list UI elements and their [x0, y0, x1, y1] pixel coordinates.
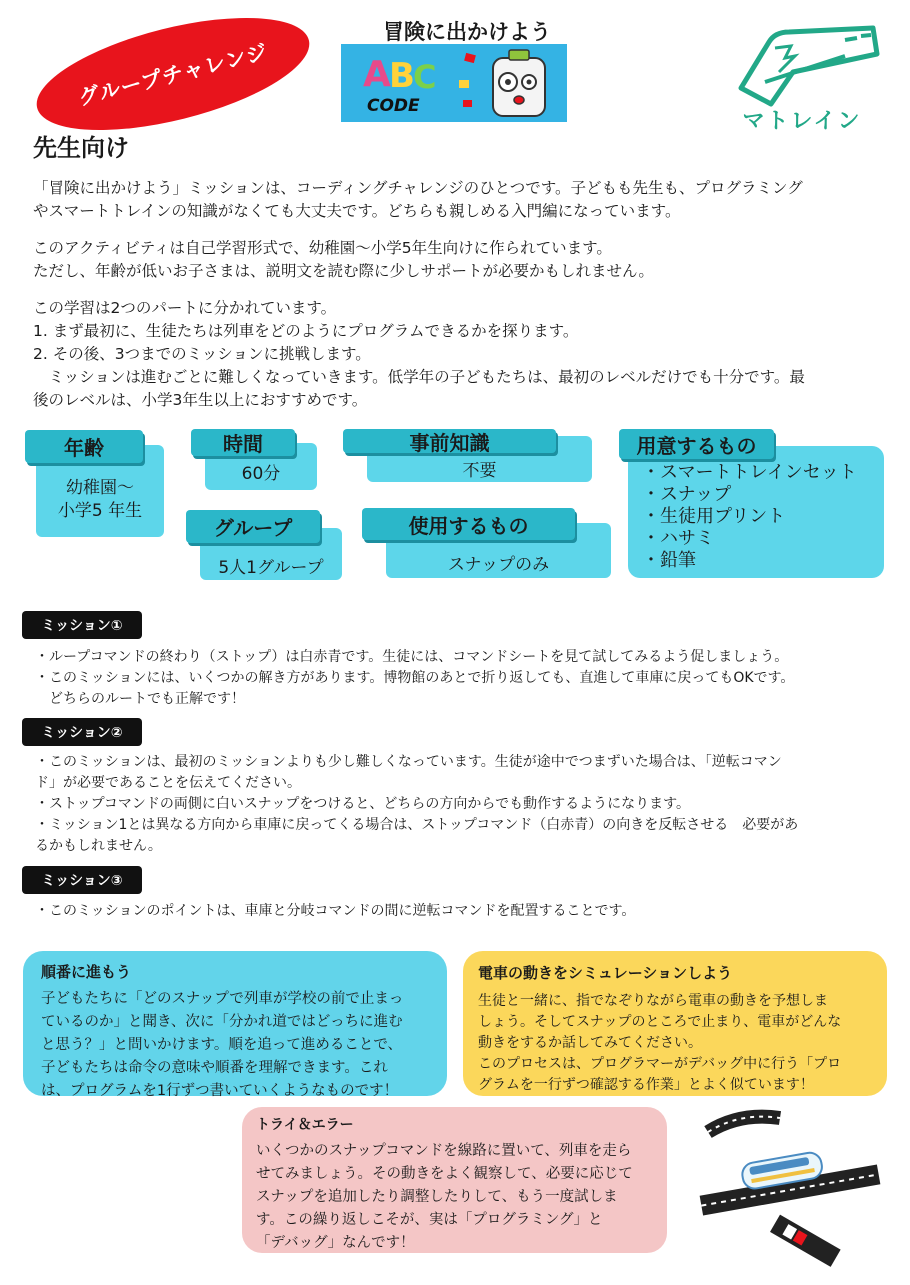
mission-3-text: [35, 901, 875, 922]
mission-line: ・このミッションは、最初のミッションよりも少し難しくなっています。生徒が途中でつまずいた場合は、「逆転コマン: [35, 754, 782, 770]
time-value: 60分: [241, 464, 281, 484]
intro-paragraph-2: [33, 237, 878, 283]
intro-line: この学習は2つのパートに分かれています。: [33, 299, 337, 317]
simulate-panel-line: 動きをするか話してみてください。: [478, 1035, 702, 1051]
badge-text: グループチャレンジ: [75, 39, 271, 111]
age-value-1: 幼稚園〜: [66, 478, 134, 498]
order-panel-line: は、プログラムを1行ずつ書いていくようなものです！: [41, 1083, 399, 1099]
intro-line: 「冒険に出かけよう」ミッションは、コーディングチャレンジのひとつです。子どもも先生も、プログラミング: [33, 179, 803, 197]
use-value: スナップのみ: [447, 555, 550, 575]
trial-panel-title: トライ＆エラー: [256, 1117, 354, 1133]
prepare-label: 用意するもの: [619, 429, 774, 459]
mission-3-label: ミッション③: [22, 866, 142, 894]
mission-1-text: [35, 647, 875, 710]
simulate-panel-line: しょう。そしてスナップのところで止まり、電車がどんな: [478, 1014, 842, 1030]
knowledge-label: 事前知識: [343, 429, 556, 453]
mission-line: ・このミッションのポイントは、車庫と分岐コマンドの間に逆転コマンドを配置することです。: [35, 903, 636, 919]
prepare-item: ・ハサミ: [642, 528, 714, 549]
mission-line: ・ストップコマンドの両側に白いスナップをつけると、どちらの方向からでも動作するようになります。: [35, 796, 691, 812]
order-panel-line: 子どもたちに「どのスナップで列車が学校の前で止まっ: [41, 991, 404, 1007]
intro-line: このアクティビティは自己学習形式で、幼稚園〜小学5年生向けに作られています。: [33, 239, 612, 257]
simulate-panel: [463, 951, 887, 1096]
age-value-2: 小学5 年生: [57, 501, 143, 521]
knowledge-value: 不要: [462, 461, 497, 481]
train-track-illustration-icon: [690, 1100, 890, 1275]
trial-panel-line: せてみましょう。その動きをよく観察して、必要に応じて: [256, 1166, 633, 1182]
simulate-panel-line: このプロセスは、プログラマーがデバッグ中に行う「プロ: [478, 1056, 842, 1072]
simulate-panel-line: 生徒と一緒に、指でなぞりながら電車の動きを予想しま: [478, 993, 828, 1009]
order-panel-line: ているのか」と聞き、次に「分かれ道ではどっちに進む: [41, 1014, 403, 1030]
page-title: 先生向け: [33, 134, 129, 162]
prepare-card: [628, 446, 884, 578]
trial-panel-line: いくつかのスナップコマンドを線路に置いて、列車を走ら: [256, 1143, 632, 1159]
intro-line: 2. その後、3つまでのミッションに挑戦します。: [33, 345, 371, 363]
simulate-panel-line: グラムを一行ずつ確認する作業」とよく似ています！: [478, 1077, 814, 1093]
mission-2-label: ミッション②: [22, 718, 142, 746]
group-label: グループ: [186, 510, 320, 543]
intro-line: やスマートトレインの知識がなくても大丈夫です。どちらも親しめる入門編になっています。: [33, 202, 681, 220]
order-panel-line: 子どもたちは命令の意味や順番を理解できます。これ: [41, 1060, 388, 1076]
trial-panel-line: スナップを追加したり調整したりして、もう一度試しま: [256, 1189, 618, 1205]
trial-panel-line: す。この繰り返しこそが、実は「プログラミング」と: [256, 1212, 603, 1228]
mission-line: ・ミッション1とは異なる方向から車庫に戻ってくる場合は、ストップコマンド（白赤青）の向きを反転させる 必要があ: [35, 817, 799, 833]
robot-mascot-icon: [453, 48, 563, 120]
mission-line: るかもしれません。: [35, 838, 162, 854]
mission-1-label: ミッション①: [22, 611, 142, 639]
intro-line: 後のレベルは、小学3年生以上におすすめです。: [33, 391, 368, 409]
logo-code-text: CODE: [367, 96, 420, 116]
mission-line: ド」が必要であることを伝えてください。: [35, 775, 301, 791]
order-panel-line: と思う？」と問いかけます。順を追って進めることで、: [41, 1037, 403, 1053]
intro-line: 1. まず最初に、生徒たちは列車をどのようにプログラムできるかを探ります。: [33, 322, 579, 340]
logo-letter-a: A: [363, 54, 391, 95]
prepare-item: ・生徒用プリント: [642, 506, 786, 527]
mission-2-text: [35, 752, 875, 857]
prepare-item: ・スマートトレインセット: [642, 462, 857, 483]
use-label: 使用するもの: [362, 508, 575, 540]
prepare-item: ・鉛筆: [642, 550, 696, 571]
mission-line: ・このミッションには、いくつかの解き方があります。博物館のあとで折り返しても、直進して車庫に戻ってもOKです。: [35, 670, 795, 686]
logo-letter-c: C: [413, 58, 437, 96]
age-label: 年齢: [25, 430, 143, 463]
mission-line: ・ループコマンドの終わり（ストップ）は白赤青です。生徒には、コマンドシートを見て試してみるよう促しましょう。: [35, 649, 789, 665]
trial-panel-line: 「デバッグ」なんです！: [256, 1235, 415, 1251]
intro-line: ただし、年齢が低いお子さまは、説明文を読む際に少しサポートが必要かもしれません。: [33, 262, 654, 280]
intro-line: ミッションは進むごとに難しくなっていきます。低学年の子どもたちは、最初のレベルだけでも十分です。最: [33, 368, 805, 386]
logo-title: 冒険に出かけよう: [383, 20, 551, 44]
order-panel: [23, 951, 447, 1099]
simulate-panel-title: 電車の動きをシミュレーションしよう: [478, 964, 733, 982]
intro-paragraph-3: [33, 297, 878, 412]
logo-letter-b: B: [389, 56, 415, 96]
code-logo: [341, 44, 567, 122]
time-label: 時間: [191, 429, 295, 456]
order-panel-title: 順番に進もう: [41, 963, 132, 981]
mission-line: どちらのルートでも正解です！: [35, 691, 245, 707]
prepare-item: ・スナップ: [642, 484, 732, 505]
brand-name: マトレイン: [742, 109, 862, 134]
trial-panel: [242, 1107, 667, 1253]
group-value: 5人1グループ: [218, 558, 324, 578]
intro-paragraph-1: [33, 177, 878, 223]
